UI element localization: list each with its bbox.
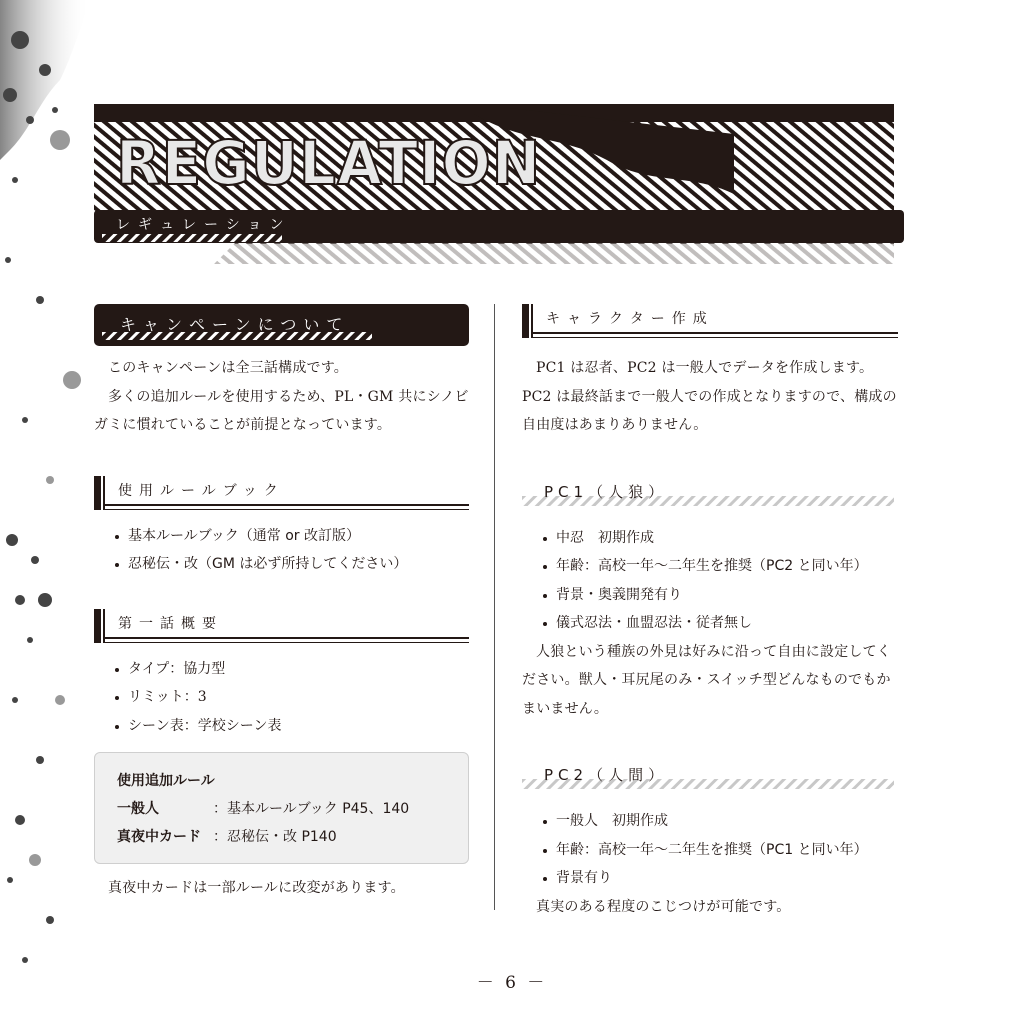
page-number: － 6 － <box>476 973 548 993</box>
list-item: 背景・奥義開発有り <box>522 581 898 610</box>
regulation-banner <box>94 104 894 264</box>
pc1-paragraph: 人狼という種族の外見は好みに沿って自由に設定してください。獣人・耳尻尾のみ・スイッチ型どんなものでもかまいません。 <box>522 643 891 717</box>
banner-hatch-stripe <box>102 234 282 242</box>
extra-rule-value: ：忍秘伝・改 P140 <box>213 829 337 845</box>
right-column <box>522 300 898 921</box>
list-item: 背景有り <box>522 864 898 893</box>
pc1-heading <box>522 480 898 508</box>
list-item: 年齢：高校一年〜二年生を推奨（PC1 と同い年） <box>522 836 898 865</box>
extra-rules-box <box>94 752 469 864</box>
extra-rule-key: 一般人 <box>117 801 159 817</box>
campaign-paragraph-1: このキャンペーンは全三話構成です。 <box>108 360 348 376</box>
extra-rule-row <box>117 823 448 851</box>
episode1-heading-text: 第一話概要 <box>118 615 223 632</box>
character-heading-text: キャラクター作成 <box>546 311 714 327</box>
list-item: タイプ：協力型 <box>94 655 469 684</box>
pc2-heading-text: PC2（人間） <box>544 766 669 784</box>
campaign-heading-text: キャンペーンについて <box>120 315 350 334</box>
rulebooks-heading-text: 使用ルールブック <box>118 482 285 499</box>
rulebooks-heading <box>94 476 469 510</box>
episode1-heading <box>94 609 469 643</box>
pc2-paragraph: 真実のある程度のこじつけが可能です。 <box>536 898 791 915</box>
banner-subtitle: レギュレーション <box>116 217 292 233</box>
list-item: リミット：3 <box>94 683 469 712</box>
left-column <box>94 300 469 903</box>
rulebooks-list <box>94 522 469 579</box>
episode1-list <box>94 655 469 741</box>
pc1-list <box>522 524 898 638</box>
list-item: 儀式忍法・血盟忍法・従者無し <box>522 609 898 638</box>
grunge-decoration <box>0 0 95 1018</box>
pc1-heading-text: PC1（人狼） <box>544 482 669 501</box>
extra-rules-note: 真夜中カードは一部ルールに改変があります。 <box>108 880 405 896</box>
extra-rules-title: 使用追加ルール <box>117 773 215 789</box>
list-item: 基本ルールブック（通常 or 改訂版） <box>94 522 469 551</box>
column-divider <box>494 304 495 910</box>
banner-title: REGULATION <box>116 127 542 199</box>
character-heading <box>522 304 898 338</box>
list-item: 年齢：高校一年〜二年生を推奨（PC2 と同い年） <box>522 552 898 581</box>
campaign-paragraph-2: 多くの追加ルールを使用するため、PL・GM 共にシノビガミに慣れていることが前提となっています。 <box>94 388 469 433</box>
extra-rule-value: ：基本ルールブック P45、140 <box>213 801 410 817</box>
extra-rule-row <box>117 795 448 823</box>
pc2-list <box>522 807 898 893</box>
character-paragraph: PC1 は忍者、PC2 は一般人でデータを作成します。PC2 は最終話まで一般人での作成となりますので、構成の自由度はあまりありません。 <box>522 360 897 433</box>
list-item: 一般人 初期作成 <box>522 807 898 836</box>
pc2-heading <box>522 763 898 791</box>
list-item: 中忍 初期作成 <box>522 524 898 553</box>
extra-rule-key: 真夜中カード <box>117 829 201 845</box>
campaign-heading <box>94 304 469 346</box>
list-item: シーン表：学校シーン表 <box>94 712 469 741</box>
list-item: 忍秘伝・改（GM は必ず所持してください） <box>94 550 469 579</box>
